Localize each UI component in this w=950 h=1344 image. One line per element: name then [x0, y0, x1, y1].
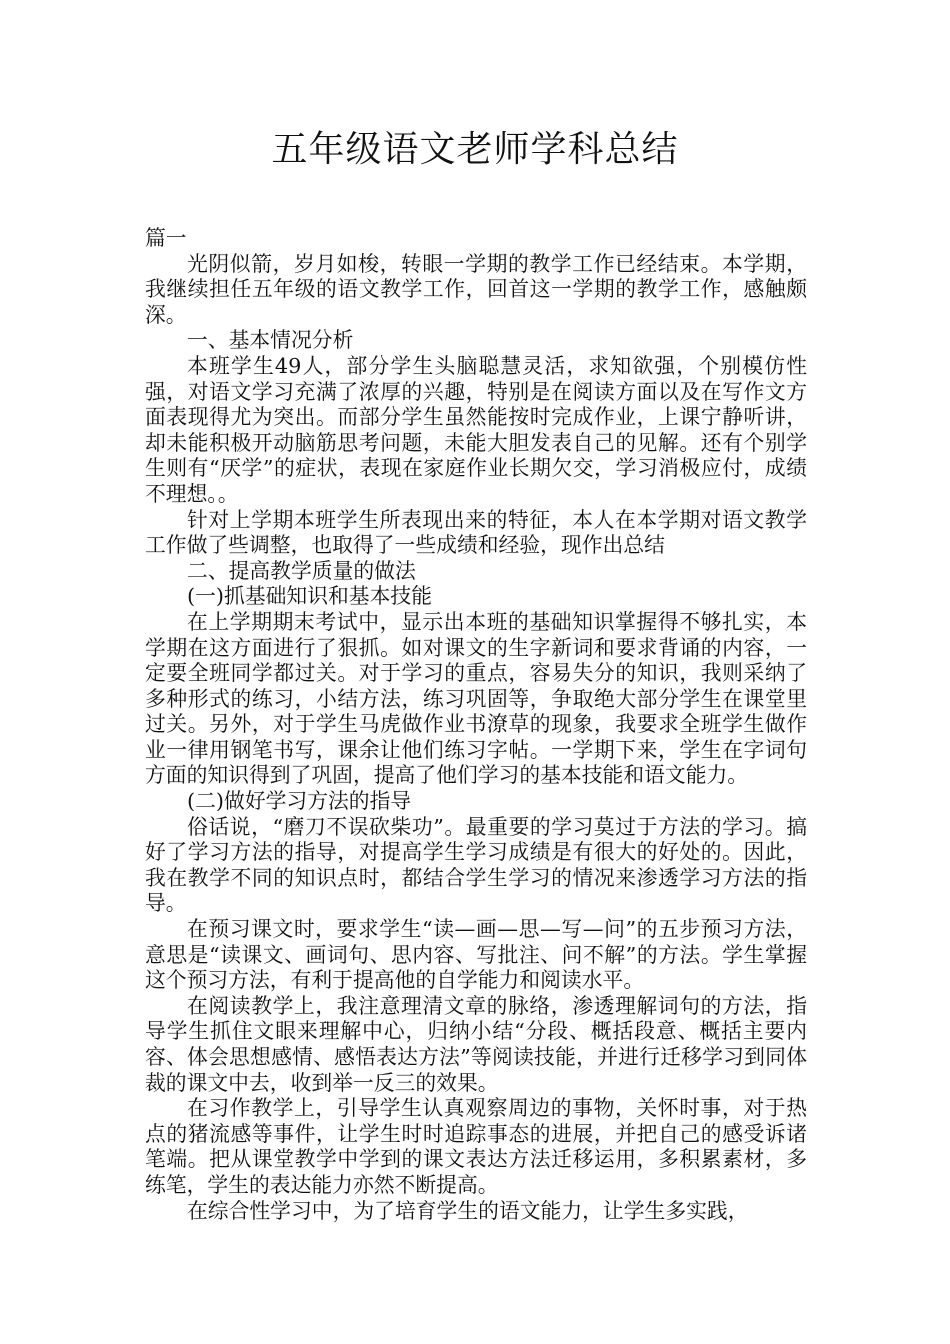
paragraph: 在综合性学习中，为了培育学生的语文能力，让学生多实践，	[187, 1198, 749, 1223]
paragraph: (二)做好学习方法的指导	[187, 789, 412, 814]
paragraph: 在阅读教学上，我注意理清文章的脉络，渗透理解词句的方法，指导学生抓住文眼来理解中心，归纳小结“分段、概括段意、概括主要内容、体会思想感情、感悟表达方法”等阅读技能，并进行迁移学习到同体裁的课文中去，收到举一反三的效果。	[145, 993, 807, 1095]
paragraph: 二、提高教学质量的做法	[187, 558, 416, 583]
document-body	[145, 226, 807, 1224]
paragraph: (一)抓基础知识和基本技能	[187, 584, 432, 609]
paragraph: 篇一	[145, 226, 187, 250]
paragraph: 针对上学期本班学生所表现出来的特征，本人在本学期对语文教学工作做了些调整，也取得了一些成绩和经验，现作出总结	[145, 507, 807, 558]
paragraph: 在习作教学上，引导学生认真观察周边的事物，关怀时事，对于热点的猪流感等事件，让学生时时追踪事态的进展，并把自己的感受诉诸笔端。把从课堂教学中学到的课文表达方法迁移运用，多积累素材，多练笔，学生的表达能力亦然不断提高。	[145, 1096, 807, 1197]
paragraph: 在预习课文时，要求学生“读—画—思—写—问”的五步预习方法，意思是“读课文、画词句、思内容、写批注、问不解”的方法。学生掌握这个预习方法，有利于提高他的自学能力和阅读水平。	[145, 917, 807, 993]
paragraph: 在上学期期末考试中，显示出本班的基础知识掌握得不够扎实，本学期在这方面进行了狠抓。如对课文的生字新词和要求背诵的内容，一定要全班同学都过关。对于学习的重点，容易失分的知识，我则采纳了多种形式的练习，小结方法，练习巩固等，争取绝大部分学生在课堂里过关。另外，对于学生马虎做作业书潦草的现象，我要求全班学生做作业一律用钢笔书写，课余让他们练习字帖。一学期下来，学生在字词句方面的知识得到了巩固，提高了他们学习的基本技能和语文能力。	[145, 609, 807, 788]
paragraph: 一、基本情况分析	[187, 328, 354, 353]
paragraph: 本班学生49人，部分学生头脑聪慧灵活，求知欲强，个别模仿性强，对语文学习充满了浓厚的兴趣，特别是在阅读方面以及在写作文方面表现得尤为突出。而部分学生虽然能按时完成作业，上课宁静听讲，却未能积极开动脑筋思考问题，未能大胆发表自己的见解。还有个别学生则有“厌学”的症状，表现在家庭作业长期欠交，学习消极应付，成绩不理想。。	[145, 353, 807, 506]
paragraph: 俗话说，“磨刀不误砍柴功”。最重要的学习莫过于方法的学习。搞好了学习方法的指导，对提高学生学习成绩是有很大的好处的。因此，我在教学不同的知识点时，都结合学生学习的情况来渗透学习方法的指导。	[145, 814, 807, 916]
paragraph: 光阴似箭，岁月如梭，转眼一学期的教学工作已经结束。本学期，我继续担任五年级的语文教学工作，回首这一学期的教学工作，感触颇深。	[145, 251, 807, 327]
document-title: 五年级语文老师学科总结	[271, 129, 679, 170]
